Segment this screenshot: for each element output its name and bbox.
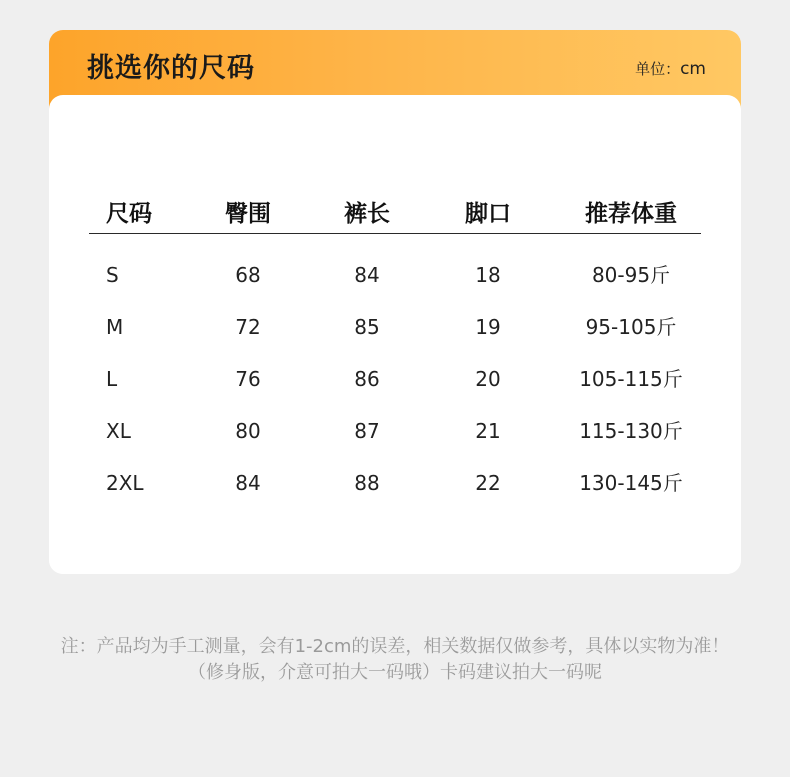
size-cell: XL (106, 419, 131, 443)
hip-cell: 72 (235, 315, 261, 339)
weight-cell: 115-130斤 (579, 419, 683, 443)
hem-cell: 19 (475, 315, 501, 339)
hem-cell: 20 (475, 367, 501, 391)
length-cell: 86 (354, 367, 380, 391)
footnote-line-1: 注：产品均为手工测量，会有1-2cm的误差，相关数据仅做参考，具体以实物为准！ (60, 636, 730, 657)
weight-cell: 130-145斤 (579, 471, 683, 495)
footnote-line-2: （修身版，介意可拍大一码哦）卡码建议拍大一码呢 (188, 662, 602, 683)
length-cell: 88 (354, 471, 380, 495)
hip-cell: 68 (235, 263, 261, 287)
column-header-length: 裤长 (344, 201, 390, 227)
column-header-hem: 脚口 (465, 201, 511, 227)
hem-cell: 21 (475, 419, 501, 443)
page-title: 挑选你的尺码 (87, 53, 255, 84)
length-cell: 85 (354, 315, 380, 339)
size-cell: 2XL (106, 471, 144, 495)
hem-cell: 18 (475, 263, 501, 287)
weight-cell: 80-95斤 (591, 263, 671, 287)
column-header-hip: 臀围 (225, 201, 271, 227)
column-header-size: 尺码 (106, 201, 152, 227)
weight-cell: 105-115斤 (579, 367, 683, 391)
header-divider (89, 233, 701, 234)
hip-cell: 84 (235, 471, 261, 495)
size-cell: S (106, 263, 119, 287)
length-cell: 87 (354, 419, 380, 443)
size-chart-card (49, 30, 741, 574)
hip-cell: 80 (235, 419, 261, 443)
weight-cell: 95-105斤 (585, 315, 677, 339)
hem-cell: 22 (475, 471, 501, 495)
unit-value: cm (680, 59, 706, 79)
unit-label: 单位： (635, 60, 681, 78)
unit-indicator (635, 58, 706, 79)
hip-cell: 76 (235, 367, 261, 391)
column-header-weight: 推荐体重 (585, 201, 677, 227)
size-cell: M (106, 315, 124, 339)
size-cell: L (106, 367, 118, 391)
length-cell: 84 (354, 263, 380, 287)
